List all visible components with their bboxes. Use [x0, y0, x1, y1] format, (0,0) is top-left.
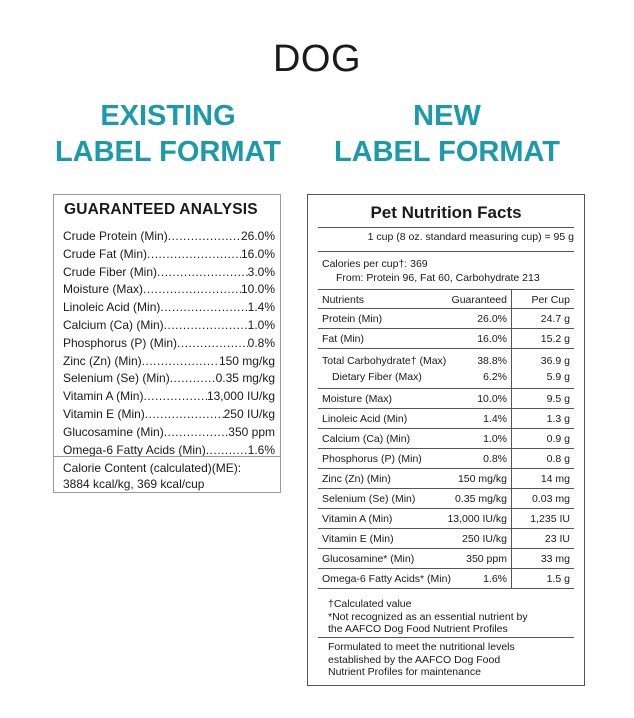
leader-dots [177, 334, 248, 352]
footnote: the AAFCO Dog Food Nutrient Profiles [328, 623, 508, 635]
per-cup-value: 24.7 g [511, 309, 574, 328]
analysis-value: 0.8% [247, 335, 275, 350]
sub-guaranteed-value: 6.2% [483, 371, 507, 383]
serving-size: 1 cup (8 oz. standard measuring cup) = 95 g [367, 231, 574, 243]
table-row [318, 489, 574, 509]
per-cup-value: 1,235 IU [511, 509, 574, 528]
analysis-row [63, 334, 275, 352]
table-row [318, 389, 574, 409]
guaranteed-value: 1.0% [483, 433, 507, 445]
leader-dots [170, 369, 216, 387]
per-cup-value: 36.9 g [540, 355, 570, 367]
divider [318, 251, 574, 252]
analysis-value: 1.4% [247, 300, 275, 315]
leader-dots [160, 298, 247, 316]
analysis-value: 250 IU/kg [223, 407, 275, 421]
guaranteed-value: 1.4% [483, 413, 507, 425]
leader-dots [143, 387, 206, 405]
analysis-label: Zinc (Zn) (Min) [63, 353, 142, 368]
analysis-value: 350 ppm [228, 424, 275, 439]
nutrient-name: Total Carbohydrate† (Max) [322, 355, 447, 367]
nutrient-name-cell [318, 349, 447, 388]
nutrient-name: Vitamin E (Min) [322, 533, 394, 545]
divider [54, 456, 280, 457]
table-row [318, 449, 574, 469]
per-cup-value: 0.8 g [511, 449, 574, 468]
nutrient-name: Calcium (Ca) (Min) [322, 433, 411, 445]
table-row [318, 329, 574, 349]
analysis-row [63, 423, 275, 441]
table-row [318, 309, 574, 329]
table-row [318, 509, 574, 529]
table-row [318, 409, 574, 429]
formulation-line: established by the AAFCO Dog Food [328, 653, 501, 666]
guaranteed-value: 150 mg/kg [457, 473, 507, 485]
per-cup-value: 0.03 mg [511, 489, 574, 508]
guaranteed-value-cell [447, 349, 511, 388]
table-row [318, 469, 574, 489]
analysis-label: Phosphorus (P) (Min) [63, 335, 178, 350]
divider [318, 227, 574, 228]
sub-nutrient-name: Dietary Fiber (Max) [332, 371, 422, 383]
analysis-label: Glucosamine (Min) [63, 424, 164, 439]
guaranteed-value: 0.8% [483, 453, 507, 465]
guaranteed-value: 350 ppm [466, 553, 507, 565]
calorie-content-line: 3884 kcal/kg, 369 kcal/cup [63, 477, 205, 491]
analysis-label: Selenium (Se) (Min) [63, 371, 170, 386]
nutrient-name: Selenium (Se) (Min) [322, 493, 416, 505]
analysis-row [63, 352, 275, 370]
analysis-value: 150 mg/kg [218, 353, 275, 368]
per-cup-value-cell [511, 349, 574, 388]
analysis-label: Moisture (Max) [63, 282, 144, 297]
guaranteed-value: 1.6% [483, 573, 507, 585]
analysis-label: Crude Protein (Min) [63, 229, 168, 243]
guaranteed-value: 38.8% [477, 355, 507, 367]
analysis-row [63, 298, 275, 316]
nutrient-name: Glucosamine* (Min) [322, 553, 415, 565]
column-header-guaranteed: Guaranteed [451, 294, 507, 306]
nutrient-name: Phosphorus (P) (Min) [322, 453, 422, 465]
table-row [318, 549, 574, 569]
guaranteed-value: 250 IU/kg [462, 533, 507, 545]
calories-per-cup: Calories per cup†: 369 [322, 258, 428, 270]
analysis-row [63, 280, 275, 298]
analysis-row [63, 245, 275, 263]
divider [318, 637, 574, 638]
guaranteed-value: 16.0% [477, 333, 507, 345]
analysis-row [63, 405, 275, 423]
per-cup-value: 23 IU [511, 529, 574, 548]
guaranteed-value: 13,000 IU/kg [447, 513, 507, 525]
leader-dots [164, 423, 229, 441]
calorie-content [63, 460, 277, 492]
analysis-value: 26.0% [240, 229, 275, 243]
table-row [318, 529, 574, 549]
analysis-value: 3.0% [247, 264, 275, 279]
analysis-label: Vitamin A (Min) [63, 389, 144, 404]
analysis-row [63, 387, 275, 405]
leader-dots [164, 316, 248, 334]
heading-line-1: NEW [413, 100, 481, 132]
leader-dots [142, 352, 219, 370]
formulation-statement [328, 641, 568, 679]
per-cup-value: 1.3 g [511, 409, 574, 428]
analysis-row [63, 316, 275, 334]
calories-from: From: Protein 96, Fat 60, Carbohydrate 213 [336, 272, 540, 284]
per-cup-value: 14 mg [511, 469, 574, 488]
table-row [318, 569, 574, 589]
new-format-heading [307, 98, 587, 170]
leader-dots [147, 245, 241, 263]
table-row-carbohydrate [318, 349, 574, 389]
heading-line-1: EXISTING [100, 100, 236, 132]
guaranteed-value: 26.0% [477, 313, 507, 325]
analysis-row [63, 227, 275, 245]
analysis-value: 16.0% [240, 246, 275, 261]
guaranteed-analysis-label [53, 194, 281, 493]
nutrient-name: Fat (Min) [322, 333, 364, 345]
analysis-label: Calcium (Ca) (Min) [63, 318, 164, 332]
analysis-value: 0.35 mg/kg [215, 371, 275, 386]
analysis-value: 1.0% [247, 318, 275, 332]
analysis-row [63, 263, 275, 281]
per-cup-value: 1.5 g [511, 569, 574, 588]
per-cup-value: 0.9 g [511, 429, 574, 448]
footnote: †Calculated value [328, 598, 412, 610]
guaranteed-value: 10.0% [477, 393, 507, 405]
leader-dots [157, 263, 248, 281]
nutrient-name: Linoleic Acid (Min) [322, 413, 408, 425]
heading-line-2: LABEL FORMAT [54, 136, 282, 168]
analysis-label: Linoleic Acid (Min) [63, 300, 161, 315]
nutrients-table [318, 289, 574, 589]
table-row [318, 429, 574, 449]
heading-line-2: LABEL FORMAT [333, 136, 561, 168]
page-title: DOG [272, 38, 362, 80]
footnotes [328, 598, 528, 636]
analysis-row [63, 369, 275, 387]
column-header-per-cup: Per Cup [511, 290, 574, 308]
analysis-label: Crude Fiber (Min) [63, 264, 158, 279]
pet-nutrition-facts-label [307, 194, 585, 686]
per-cup-value: 9.5 g [511, 389, 574, 408]
formulation-line: Nutrient Profiles for maintenance [328, 666, 481, 678]
analysis-label: Vitamin E (Min) [63, 407, 145, 421]
nutrient-name: Omega-6 Fatty Acids* (Min) [322, 573, 451, 585]
analysis-value: 10.0% [240, 282, 275, 297]
analysis-label: Omega-6 Fatty Acids (Min) [63, 442, 206, 457]
guaranteed-analysis-title: GUARANTEED ANALYSIS [64, 201, 258, 218]
leader-dots [143, 280, 241, 298]
nutrient-name: Vitamin A (Min) [322, 513, 393, 525]
table-header [318, 289, 574, 309]
leader-dots [168, 227, 241, 245]
per-cup-value: 33 mg [511, 549, 574, 568]
footnote: *Not recognized as an essential nutrient by [328, 610, 528, 623]
analysis-label: Crude Fat (Min) [63, 246, 148, 261]
per-cup-value: 15.2 g [511, 329, 574, 348]
nutrient-name: Moisture (Max) [322, 393, 393, 405]
analysis-value: 13,000 IU/kg [206, 389, 275, 404]
column-header-nutrients: Nutrients [322, 294, 365, 306]
nutrient-name: Protein (Min) [322, 313, 383, 325]
calories-block [322, 257, 540, 285]
existing-format-heading [53, 98, 283, 170]
guaranteed-value: 0.35 mg/kg [455, 493, 507, 505]
leader-dots [145, 405, 224, 423]
nutrition-facts-title: Pet Nutrition Facts [370, 203, 522, 222]
sub-per-cup-value: 5.9 g [546, 371, 570, 383]
calorie-content-line: Calorie Content (calculated)(ME): [63, 461, 242, 475]
formulation-line: Formulated to meet the nutritional levels [328, 641, 515, 653]
analysis-value: 1.6% [247, 442, 275, 457]
nutrient-name: Zinc (Zn) (Min) [322, 473, 391, 485]
